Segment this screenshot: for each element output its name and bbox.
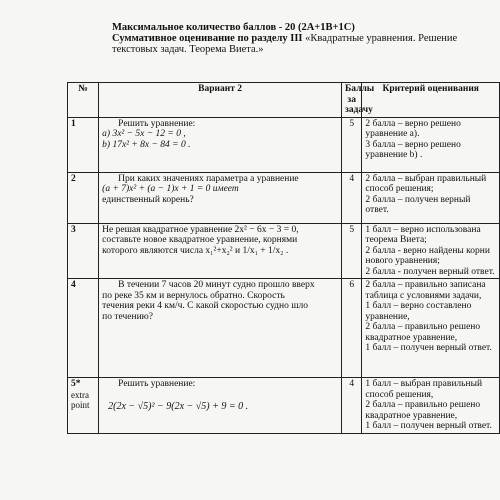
table-row [68, 172, 500, 223]
criteria-line: 1 балл – выбран правильный способ решения, [365, 379, 483, 400]
header-assessment-topic: «Квадратные уравнения. Решение [302, 33, 458, 44]
criteria-line: 2 балла – правильно записана таблица с условиями задачи, [365, 280, 486, 301]
task-number-cell [68, 378, 99, 434]
header-assessment-line [112, 33, 492, 44]
criteria-line: 3 балла – верно решено уравнение b) . [365, 139, 461, 160]
task-text [99, 279, 342, 378]
task-line: составьте новое квадратное уравнение, корнями [102, 235, 298, 245]
task-criteria [362, 172, 500, 223]
criteria-line: 2 балла – верно решено уравнение а). [365, 118, 461, 139]
column-criteria-header: Критерий оценивания [362, 83, 500, 118]
column-score-header: Баллы за задачу [342, 83, 362, 118]
task-line: а) 3x² − 5x − 12 = 0 , [102, 129, 186, 139]
document-header [112, 22, 492, 55]
criteria-line: 1 балл – получен верный ответ. [365, 421, 492, 431]
task-criteria [362, 378, 500, 434]
task-score: 4 [342, 172, 362, 223]
criteria-line: 2 балла – выбран правильный способ решения; [365, 173, 487, 194]
task-number: 5* [71, 379, 81, 389]
task-score: 5 [342, 117, 362, 172]
task-line: В течении 7 часов 20 минут судно прошло вверх [118, 280, 315, 290]
task-line: которого являются числа x₁²+x₂² и 1/x₁ + 1/x₂ . [102, 245, 289, 256]
column-number-header: № [68, 83, 99, 118]
task-line: При каких значениях параметра a уравнение [118, 173, 299, 184]
criteria-line: 2 балла – правильно решено квадратное уравнение, [365, 322, 481, 343]
task-text [99, 378, 342, 434]
criteria-line: 2 балла – правильно решено квадратное уравнение, [365, 400, 481, 421]
assessment-table [67, 82, 500, 434]
task-criteria [362, 223, 500, 279]
extra-point-label: extra point [71, 389, 90, 410]
task-text [99, 117, 342, 172]
task-line: b) 17x² + 8x − 84 = 0 . [102, 139, 191, 150]
task-criteria [362, 117, 500, 172]
task-score: 4 [342, 378, 362, 434]
task-line: по течению? [102, 311, 153, 322]
header-max-score: Максимальное количество баллов - 20 (2А+1В+1С) [112, 22, 355, 33]
table-row [68, 117, 500, 172]
task-line: Решить уравнение: [118, 379, 196, 389]
task-number: 1 [68, 117, 99, 172]
criteria-line: 1 балл – верно использована теорема Виета; [365, 224, 481, 245]
table-row [68, 279, 500, 378]
table-row [68, 378, 500, 434]
header-topic-continued: текстовых задач. Теорема Виета.» [112, 44, 264, 55]
task-line: течения реки 4 км/ч. С какой скоростью судно шло [102, 301, 308, 311]
header-assessment-bold: Суммативное оценивание по разделу III [112, 33, 303, 44]
task-number: 2 [68, 172, 99, 223]
table-row [68, 223, 500, 279]
task-criteria [362, 279, 500, 378]
task-line: Решить уравнение: [118, 118, 196, 129]
criteria-line: 2 балла - верно найдены корни нового уравнения; [365, 245, 490, 266]
task-number: 4 [68, 279, 99, 378]
criteria-line: 1 балл – верно составлено уравнение, [365, 301, 472, 322]
task-line: по реке 35 км и вернулось обратно. Скорость [102, 290, 285, 301]
task-score: 6 [342, 279, 362, 378]
criteria-line: 2 балла - получен верный ответ. [365, 266, 495, 277]
task-formula: 2(2x − √5)² − 9(2x − √5) + 9 = 0 . [108, 400, 249, 412]
task-text [99, 172, 342, 223]
criteria-line: 1 балл – получен верный ответ. [365, 343, 492, 353]
task-line: (a + 7)x² + (a − 1)x + 1 = 0 имеет [102, 184, 239, 194]
task-score: 5 [342, 223, 362, 279]
task-line: Не решая квадратное уравнение 2x² − 6x − 3 = 0, [102, 224, 299, 235]
task-text [99, 223, 342, 279]
task-number: 3 [68, 223, 99, 279]
task-line: единственный корень? [102, 194, 194, 205]
table-header-row [68, 83, 500, 118]
variant-title: Вариант 2 [99, 83, 342, 118]
criteria-line: 2 балла – получен верный ответ. [365, 194, 471, 215]
